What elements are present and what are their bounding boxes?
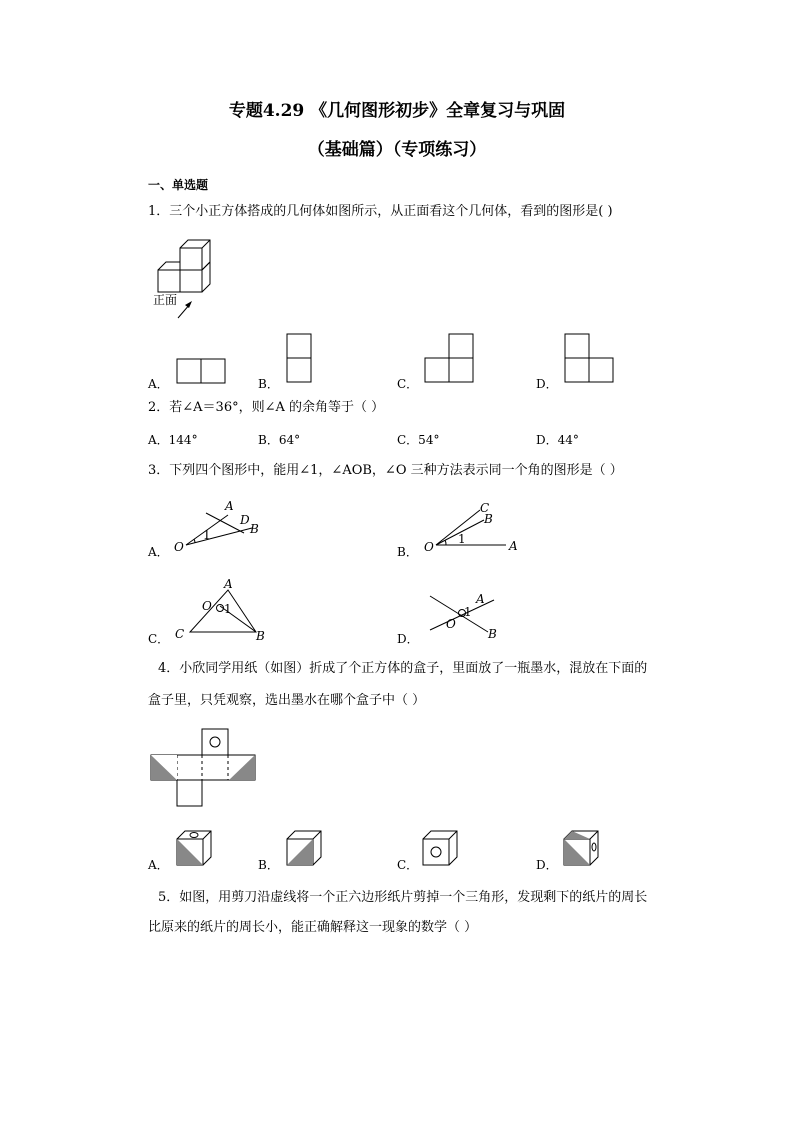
svg-text:B: B — [488, 627, 497, 641]
svg-text:1: 1 — [224, 602, 232, 616]
question-4-text-line1: 4．小欣同学用纸（如图）折成了个正方体的盒子，里面放了一瓶墨水，混放在下面的 — [158, 661, 648, 676]
q3-option-b-figure[interactable] — [420, 495, 530, 557]
q3-option-d-figure[interactable] — [422, 588, 522, 644]
q3-option-d-label[interactable]: D． — [397, 632, 419, 646]
q1-option-d-figure[interactable] — [564, 333, 616, 385]
q3-option-a-figure[interactable] — [170, 495, 270, 557]
svg-text:D: D — [240, 513, 250, 527]
page-title: 专题4.29 《几何图形初步》全章复习与巩固 — [228, 101, 566, 121]
q4-option-a-label[interactable]: A． — [148, 858, 169, 872]
svg-text:C: C — [175, 627, 185, 641]
question-5-text-line1: 5．如图，用剪刀沿虚线将一个正六边形纸片剪掉一个三角形，发现剩下的纸片的周长 — [158, 890, 648, 905]
svg-text:A: A — [224, 577, 233, 591]
q4-option-b-figure[interactable] — [286, 830, 330, 870]
svg-text:O: O — [446, 617, 456, 631]
svg-text:O: O — [202, 599, 212, 613]
q4-option-c-label[interactable]: C． — [397, 858, 419, 872]
q1-option-a-label[interactable]: A． — [148, 377, 169, 391]
svg-text:A: A — [476, 592, 485, 606]
svg-text:C: C — [480, 501, 490, 515]
q4-option-c-figure[interactable] — [422, 830, 466, 870]
q4-option-d-label[interactable]: D． — [536, 858, 558, 872]
q1-cube-figure — [148, 232, 228, 324]
q3-option-a-label[interactable]: A． — [148, 545, 169, 559]
question-3-text: 3．下列四个图形中，能用∠1，∠AOB，∠O 三种方法表示同一个角的图形是（ ） — [148, 463, 623, 478]
svg-text:B: B — [250, 522, 259, 536]
svg-text:A: A — [509, 539, 518, 553]
q1-option-d-label[interactable]: D． — [536, 377, 558, 391]
svg-text:1: 1 — [458, 532, 466, 546]
svg-text:A: A — [225, 499, 234, 513]
svg-text:1: 1 — [464, 605, 472, 619]
q2-option-a[interactable]: A．144° — [148, 433, 198, 447]
q4-cube-net-figure — [150, 728, 260, 808]
q2-option-b[interactable]: B．64° — [258, 433, 301, 447]
svg-text:B: B — [256, 629, 265, 643]
svg-text:O: O — [174, 540, 184, 554]
q1-option-b-label[interactable]: B． — [258, 377, 279, 391]
q3-option-b-label[interactable]: B． — [397, 545, 418, 559]
q1-option-c-figure[interactable] — [424, 333, 476, 385]
q2-option-d[interactable]: D．44° — [536, 433, 579, 447]
q1-front-label: 正面 — [153, 293, 178, 307]
q1-option-b-figure[interactable] — [286, 333, 314, 385]
svg-text:1: 1 — [203, 528, 211, 542]
section-heading: 一、单选题 — [148, 178, 209, 192]
page-subtitle: （基础篇）（专项练习） — [307, 140, 487, 160]
question-5-text-line2: 比原来的纸片的周长小，能正确解释这一现象的数学（ ） — [148, 920, 478, 935]
question-2-text: 2．若∠A＝36°，则∠A 的余角等于（ ） — [148, 400, 385, 415]
q4-option-b-label[interactable]: B． — [258, 858, 279, 872]
q4-option-a-figure[interactable] — [176, 830, 220, 870]
question-1-text: 1．三个小正方体搭成的几何体如图所示，从正面看这个几何体，看到的图形是( ) — [148, 204, 613, 219]
question-4-text-line2: 盒子里，只凭观察，选出墨水在哪个盒子中（ ） — [148, 693, 426, 708]
q1-option-a-figure[interactable] — [176, 358, 228, 386]
q4-option-d-figure[interactable] — [563, 830, 607, 870]
q3-option-c-label[interactable]: C． — [148, 632, 170, 646]
q1-option-c-label[interactable]: C． — [397, 377, 419, 391]
svg-text:B: B — [484, 512, 493, 526]
q2-option-c[interactable]: C．54° — [397, 433, 440, 447]
q3-option-c-figure[interactable] — [172, 578, 272, 644]
svg-text:O: O — [424, 540, 434, 554]
